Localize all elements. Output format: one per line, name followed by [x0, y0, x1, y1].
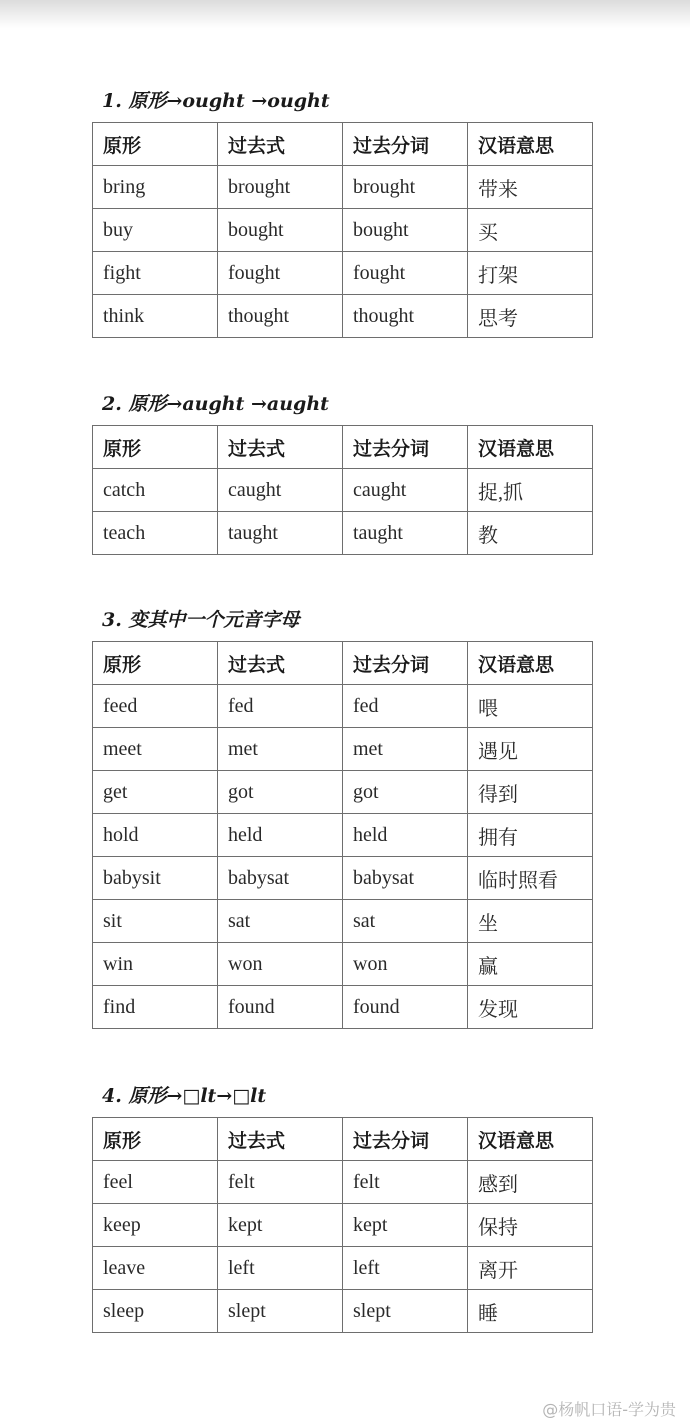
table-cell: met — [343, 728, 468, 771]
table-cell: hold — [93, 814, 218, 857]
table-row — [93, 728, 593, 771]
table-row — [93, 943, 593, 986]
table-row — [93, 771, 593, 814]
section-title: 2. 原形→aught →aught — [102, 393, 329, 415]
table-cell: sat — [343, 900, 468, 943]
table-cell: buy — [93, 209, 218, 252]
table-cell: win — [93, 943, 218, 986]
header-cell: 原形 — [93, 426, 218, 469]
verb-table — [92, 122, 593, 338]
table-row — [93, 1247, 593, 1290]
table-cell: feed — [93, 685, 218, 728]
table-cell: 买 — [468, 209, 593, 252]
table-cell: feel — [93, 1161, 218, 1204]
table-cell: babysit — [93, 857, 218, 900]
table-cell: kept — [343, 1204, 468, 1247]
table-row — [93, 857, 593, 900]
section — [92, 607, 593, 1029]
header-cell: 汉语意思 — [468, 426, 593, 469]
table-cell: 带来 — [468, 166, 593, 209]
table-cell: bring — [93, 166, 218, 209]
header-cell: 汉语意思 — [468, 1118, 593, 1161]
header-cell: 汉语意思 — [468, 642, 593, 685]
header-cell: 过去式 — [218, 642, 343, 685]
header-cell: 原形 — [93, 642, 218, 685]
table-cell: 思考 — [468, 295, 593, 338]
table-cell: bought — [218, 209, 343, 252]
table-row — [93, 685, 593, 728]
header-cell: 过去式 — [218, 1118, 343, 1161]
table-cell: 捉,抓 — [468, 469, 593, 512]
table-cell: left — [343, 1247, 468, 1290]
header-cell: 过去分词 — [343, 642, 468, 685]
table-cell: teach — [93, 512, 218, 555]
table-row — [93, 1290, 593, 1333]
table-cell: bought — [343, 209, 468, 252]
table-cell: sat — [218, 900, 343, 943]
header-cell: 过去分词 — [343, 1118, 468, 1161]
table-header-row — [93, 642, 593, 685]
table-cell: fight — [93, 252, 218, 295]
header-cell: 过去分词 — [343, 426, 468, 469]
table-cell: 喂 — [468, 685, 593, 728]
table-cell: keep — [93, 1204, 218, 1247]
table-cell: 赢 — [468, 943, 593, 986]
table-cell: brought — [343, 166, 468, 209]
table-cell: 离开 — [468, 1247, 593, 1290]
table-header-row — [93, 123, 593, 166]
table-cell: got — [218, 771, 343, 814]
table-cell: taught — [218, 512, 343, 555]
table-header-row — [93, 426, 593, 469]
table-cell: fed — [343, 685, 468, 728]
section — [92, 1083, 593, 1333]
table-cell: 睡 — [468, 1290, 593, 1333]
header-cell: 过去分词 — [343, 123, 468, 166]
table-cell: 坐 — [468, 900, 593, 943]
table-row — [93, 1204, 593, 1247]
table-cell: 拥有 — [468, 814, 593, 857]
table-cell: 教 — [468, 512, 593, 555]
table-cell: slept — [343, 1290, 468, 1333]
table-cell: held — [218, 814, 343, 857]
watermark: @杨帆口语-学为贵 — [542, 1400, 676, 1419]
table-cell: 保持 — [468, 1204, 593, 1247]
table-row — [93, 512, 593, 555]
table-cell: 发现 — [468, 986, 593, 1029]
table-cell: 得到 — [468, 771, 593, 814]
top-shade — [0, 0, 690, 28]
table-cell: kept — [218, 1204, 343, 1247]
table-cell: got — [343, 771, 468, 814]
table-cell: sleep — [93, 1290, 218, 1333]
header-cell: 原形 — [93, 123, 218, 166]
table-cell: felt — [218, 1161, 343, 1204]
table-cell: met — [218, 728, 343, 771]
table-cell: held — [343, 814, 468, 857]
table-cell: found — [218, 986, 343, 1029]
table-cell: thought — [343, 295, 468, 338]
table-cell: find — [93, 986, 218, 1029]
section — [92, 391, 593, 555]
header-cell: 过去式 — [218, 426, 343, 469]
table-row — [93, 252, 593, 295]
table-header-row — [93, 1118, 593, 1161]
table-cell: won — [218, 943, 343, 986]
verb-table — [92, 1117, 593, 1333]
header-cell: 过去式 — [218, 123, 343, 166]
table-cell: babysat — [343, 857, 468, 900]
table-cell: 临时照看 — [468, 857, 593, 900]
table-row — [93, 900, 593, 943]
table-cell: caught — [343, 469, 468, 512]
table-row — [93, 469, 593, 512]
table-cell: catch — [93, 469, 218, 512]
verb-table — [92, 425, 593, 555]
table-cell: get — [93, 771, 218, 814]
table-cell: fed — [218, 685, 343, 728]
section-title: 1. 原形→ought →ought — [102, 90, 330, 112]
section-title: 3. 变其中一个元音字母 — [102, 609, 300, 631]
table-cell: fought — [343, 252, 468, 295]
table-cell: brought — [218, 166, 343, 209]
table-row — [93, 295, 593, 338]
table-cell: found — [343, 986, 468, 1029]
table-cell: won — [343, 943, 468, 986]
table-cell: meet — [93, 728, 218, 771]
table-cell: taught — [343, 512, 468, 555]
table-cell: fought — [218, 252, 343, 295]
table-cell: left — [218, 1247, 343, 1290]
table-cell: thought — [218, 295, 343, 338]
table-cell: 感到 — [468, 1161, 593, 1204]
table-row — [93, 166, 593, 209]
table-cell: slept — [218, 1290, 343, 1333]
table-row — [93, 986, 593, 1029]
table-cell: caught — [218, 469, 343, 512]
table-cell: leave — [93, 1247, 218, 1290]
table-cell: think — [93, 295, 218, 338]
table-row — [93, 1161, 593, 1204]
section — [92, 88, 593, 338]
verb-table — [92, 641, 593, 1029]
header-cell: 原形 — [93, 1118, 218, 1161]
table-cell: 打架 — [468, 252, 593, 295]
table-cell: 遇见 — [468, 728, 593, 771]
section-title: 4. 原形→□lt→□lt — [102, 1085, 267, 1107]
header-cell: 汉语意思 — [468, 123, 593, 166]
table-row — [93, 814, 593, 857]
table-cell: babysat — [218, 857, 343, 900]
table-row — [93, 209, 593, 252]
table-cell: sit — [93, 900, 218, 943]
table-cell: felt — [343, 1161, 468, 1204]
